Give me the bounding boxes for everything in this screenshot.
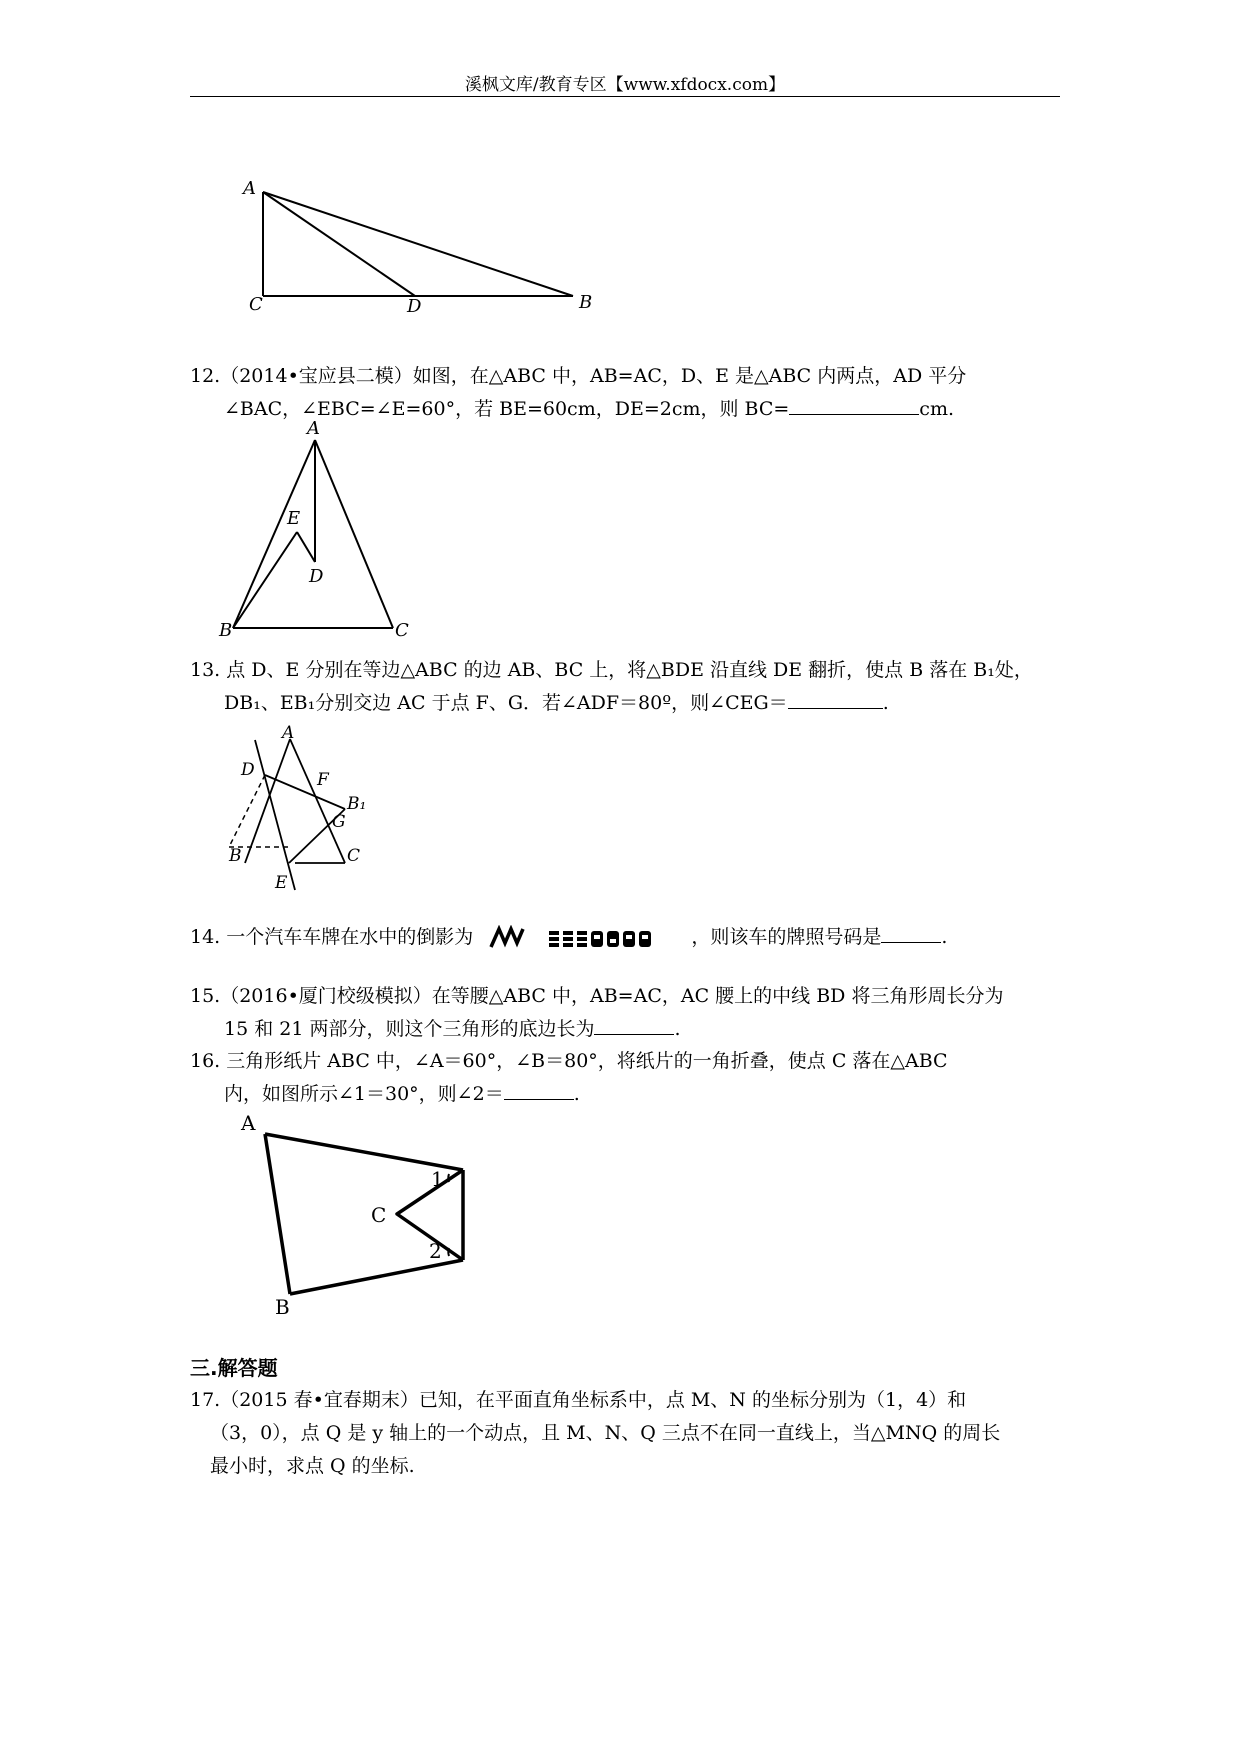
label-D: D xyxy=(407,296,422,317)
q16-answer-blank[interactable] xyxy=(504,1081,574,1100)
q16-line2-text: 内，如图所示∠1＝30°，则∠2＝ xyxy=(224,1083,504,1105)
label-A: A xyxy=(243,178,256,199)
q17-line3: 最小时，求点 Q 的坐标. xyxy=(210,1455,415,1477)
label-A: A xyxy=(282,725,295,743)
label-C: C xyxy=(249,294,263,315)
header-rule xyxy=(190,96,1060,97)
q12-line2-text: ∠BAC，∠EBC=∠E=60°，若 BE=60cm，DE=2cm，则 BC= xyxy=(224,398,790,420)
q16-line1: 16. 三角形纸片 ABC 中，∠A＝60°，∠B＝80°，将纸片的一角折叠，使点 C 落在△ABC xyxy=(190,1050,948,1072)
question-17 xyxy=(190,1384,1070,1483)
q15-answer-blank[interactable] xyxy=(594,1016,674,1035)
q16-line2 xyxy=(190,1078,1070,1111)
q12-line1: 12.（2014•宝应县二模）如图，在△ABC 中，AB=AC，D、E 是△ABC 内两点，AD 平分 xyxy=(190,365,967,387)
license-plate-reflection-image xyxy=(487,925,677,951)
question-12 xyxy=(190,360,1070,426)
question-16 xyxy=(190,1045,1070,1111)
q14-answer-blank[interactable] xyxy=(881,924,941,943)
label-angle-2: 2 xyxy=(429,1239,442,1263)
label-C: C xyxy=(347,846,361,866)
q16-line2-end: . xyxy=(573,1083,580,1105)
label-E: E xyxy=(275,873,288,893)
figure-q12 xyxy=(215,420,425,640)
q15-line2-text: 15 和 21 两部分，则这个三角形的底边长为 xyxy=(224,1018,595,1040)
q14-text-b: ，则该车的牌照号码是 xyxy=(691,926,882,948)
q13-answer-blank[interactable] xyxy=(788,690,883,709)
label-A: A xyxy=(307,420,320,439)
label-A: A xyxy=(241,1111,256,1135)
q15-line1: 15.（2016•厦门校级模拟）在等腰△ABC 中，AB=AC，AC 腰上的中线 BD 将三角形周长分为 xyxy=(190,985,1004,1007)
label-C: C xyxy=(395,620,409,640)
figure-q16 xyxy=(235,1110,485,1320)
label-D: D xyxy=(241,760,255,780)
label-D: D xyxy=(309,566,324,587)
q12-line2-unit: cm. xyxy=(919,398,954,420)
label-angle-1: 1 xyxy=(431,1167,444,1191)
q15-line2 xyxy=(190,1013,1070,1046)
q13-line2-end: . xyxy=(882,692,889,714)
label-B: B xyxy=(579,292,593,313)
q15-line2-end: . xyxy=(674,1018,681,1040)
q12-answer-blank[interactable] xyxy=(789,396,919,415)
label-C: C xyxy=(371,1203,387,1227)
q17-line1: 17.（2015 春•宜春期末）已知，在平面直角坐标系中，点 M、N 的坐标分别为（1，4）和 xyxy=(190,1389,967,1411)
section-title-answer: 三.解答题 xyxy=(190,1356,278,1380)
question-15 xyxy=(190,980,1070,1046)
label-B1: B₁ xyxy=(347,794,367,814)
label-B: B xyxy=(229,846,242,866)
label-B: B xyxy=(219,620,233,640)
q13-line2 xyxy=(190,687,1070,720)
page-header: 溪枫文库/教育专区【www.xfdocx.com】 xyxy=(464,75,786,95)
q14-text-a: 14. 一个汽车车牌在水中的倒影为 xyxy=(190,926,474,948)
question-14 xyxy=(190,921,1070,954)
question-13 xyxy=(190,654,1070,720)
q14-text-c: . xyxy=(941,926,948,948)
figure-q11 xyxy=(235,170,605,320)
label-G: G xyxy=(332,812,346,832)
label-E: E xyxy=(287,508,301,529)
q17-line2: （3，0），点 Q 是 y 轴上的一个动点，且 M、N、Q 三点不在同一直线上，当△MNQ 的周长 xyxy=(210,1422,1001,1444)
q13-line2-text: DB₁、EB₁分别交边 AC 于点 F、G．若∠ADF＝80º，则∠CEG＝ xyxy=(224,692,788,714)
label-F: F xyxy=(317,770,329,790)
q13-line1: 13. 点 D、E 分别在等边△ABC 的边 AB、BC 上，将△BDE 沿直线 DE 翻折，使点 B 落在 B₁处， xyxy=(190,659,1033,681)
label-B: B xyxy=(275,1295,290,1319)
figure-q13 xyxy=(225,725,435,895)
